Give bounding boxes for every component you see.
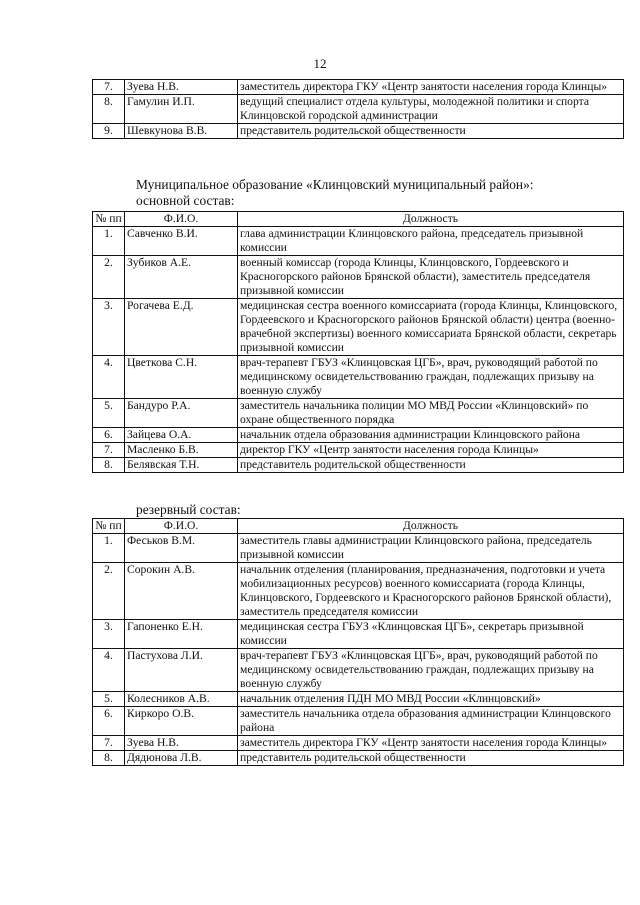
cell-number: 2. (93, 256, 125, 299)
header-name: Ф.И.О. (125, 519, 238, 534)
cell-number: 2. (93, 563, 125, 620)
cell-position: представитель родительской общественности (238, 458, 624, 473)
table-row (93, 692, 624, 707)
main-table-body (93, 227, 624, 473)
table-row (93, 399, 624, 428)
cell-position: ведущий специалист отдела культуры, молодежной политики и спорта Клинцовской городской администрации (238, 95, 624, 124)
cell-position: врач-терапевт ГБУЗ «Клинцовская ЦГБ», врач, руководящий работой по медицинскому освидетельствованию граждан, подлежащих призыву на военную службу (238, 649, 624, 692)
cell-number: 4. (93, 356, 125, 399)
top-table-body (93, 80, 624, 139)
table-row (93, 534, 624, 563)
cell-position: заместитель начальника отдела образования администрации Клинцовского района (238, 707, 624, 736)
cell-name: Гапоненко Е.Н. (125, 620, 238, 649)
header-position: Должность (238, 212, 624, 227)
header-position: Должность (238, 519, 624, 534)
cell-name: Савченко В.И. (125, 227, 238, 256)
main-table (92, 211, 624, 473)
top-table (92, 79, 624, 139)
reserve-table-header (93, 519, 624, 534)
main-table-header (93, 212, 624, 227)
main-section-title (136, 177, 534, 209)
table-row (93, 256, 624, 299)
cell-number: 1. (93, 534, 125, 563)
cell-number: 6. (93, 707, 125, 736)
main-section-title-line2: основной состав: (136, 193, 235, 208)
cell-name: Масленко Б.В. (125, 443, 238, 458)
table-row (93, 80, 624, 95)
cell-position: заместитель главы администрации Клинцовского района, председатель призывной комиссии (238, 534, 624, 563)
table-row (93, 736, 624, 751)
cell-name: Бандуро Р.А. (125, 399, 238, 428)
table-row (93, 443, 624, 458)
header-num: № пп (93, 212, 125, 227)
main-section-title-line1: Муниципальное образование «Клинцовский муниципальный район»: (136, 177, 534, 192)
table-row (93, 428, 624, 443)
table-row (93, 620, 624, 649)
cell-name: Шевкунова В.В. (125, 124, 238, 139)
cell-number: 5. (93, 399, 125, 428)
cell-number: 3. (93, 299, 125, 356)
header-name: Ф.И.О. (125, 212, 238, 227)
table-row (93, 751, 624, 766)
reserve-section-title: резервный состав: (136, 502, 241, 517)
table-row (93, 356, 624, 399)
cell-name: Зубиков А.Е. (125, 256, 238, 299)
cell-number: 8. (93, 751, 125, 766)
cell-number: 7. (93, 80, 125, 95)
cell-number: 9. (93, 124, 125, 139)
cell-number: 7. (93, 443, 125, 458)
header-row (93, 212, 624, 227)
table-row (93, 649, 624, 692)
cell-position: медицинская сестра военного комиссариата (города Клинцы, Клинцовского, Гордеевского и Красногорского районов Брянской области) центра (военно-врачебной экспертизы) военного комиссариата Брянской области, секретарь призывной комиссии (238, 299, 624, 356)
cell-name: Рогачева Е.Д. (125, 299, 238, 356)
table-row (93, 227, 624, 256)
page-number: 12 (313, 56, 327, 71)
cell-name: Сорокин А.В. (125, 563, 238, 620)
cell-number: 7. (93, 736, 125, 751)
cell-position: представитель родительской общественности (238, 751, 624, 766)
cell-number: 8. (93, 458, 125, 473)
cell-position: глава администрации Клинцовского района, председатель призывной комиссии (238, 227, 624, 256)
cell-position: медицинская сестра ГБУЗ «Клинцовская ЦГБ», секретарь призывной комиссии (238, 620, 624, 649)
cell-name: Гамулин И.П. (125, 95, 238, 124)
cell-name: Феськов В.М. (125, 534, 238, 563)
cell-name: Зуева Н.В. (125, 736, 238, 751)
cell-number: 5. (93, 692, 125, 707)
cell-name: Киркоро О.В. (125, 707, 238, 736)
cell-position: директор ГКУ «Центр занятости населения города Клинцы» (238, 443, 624, 458)
table-row (93, 299, 624, 356)
cell-number: 3. (93, 620, 125, 649)
table-row (93, 95, 624, 124)
cell-name: Зуева Н.В. (125, 80, 238, 95)
cell-name: Дядюнова Л.В. (125, 751, 238, 766)
cell-position: начальник отделения (планирования, предназначения, подготовки и учета мобилизационных ресурсов) военного комиссариата (города Клинцы, Клинцовского, Гордеевского и Красногорского районов Брянской области), заместитель председателя комиссии (238, 563, 624, 620)
cell-position: заместитель директора ГКУ «Центр занятости населения города Клинцы» (238, 736, 624, 751)
cell-number: 6. (93, 428, 125, 443)
table-row (93, 707, 624, 736)
header-num: № пп (93, 519, 125, 534)
cell-number: 8. (93, 95, 125, 124)
header-row (93, 519, 624, 534)
cell-position: начальник отделения ПДН МО МВД России «Клинцовский» (238, 692, 624, 707)
reserve-table-body (93, 534, 624, 766)
cell-position: представитель родительской общественности (238, 124, 624, 139)
cell-name: Белявская Т.Н. (125, 458, 238, 473)
cell-number: 1. (93, 227, 125, 256)
cell-position: начальник отдела образования администрации Клинцовского района (238, 428, 624, 443)
cell-name: Цветкова С.Н. (125, 356, 238, 399)
cell-name: Пастухова Л.И. (125, 649, 238, 692)
cell-position: заместитель начальника полиции МО МВД России «Клинцовский» по охране общественного порядка (238, 399, 624, 428)
cell-name: Зайцева О.А. (125, 428, 238, 443)
table-row (93, 563, 624, 620)
cell-position: заместитель директора ГКУ «Центр занятости населения города Клинцы» (238, 80, 624, 95)
reserve-table (92, 518, 624, 766)
cell-position: военный комиссар (города Клинцы, Клинцовского, Гордеевского и Красногорского районов Брянской области), заместитель председателя призывной комиссии (238, 256, 624, 299)
table-row (93, 124, 624, 139)
cell-number: 4. (93, 649, 125, 692)
table-row (93, 458, 624, 473)
cell-name: Колесников А.В. (125, 692, 238, 707)
cell-position: врач-терапевт ГБУЗ «Клинцовская ЦГБ», врач, руководящий работой по медицинскому освидетельствованию граждан, подлежащих призыву на военную службу (238, 356, 624, 399)
